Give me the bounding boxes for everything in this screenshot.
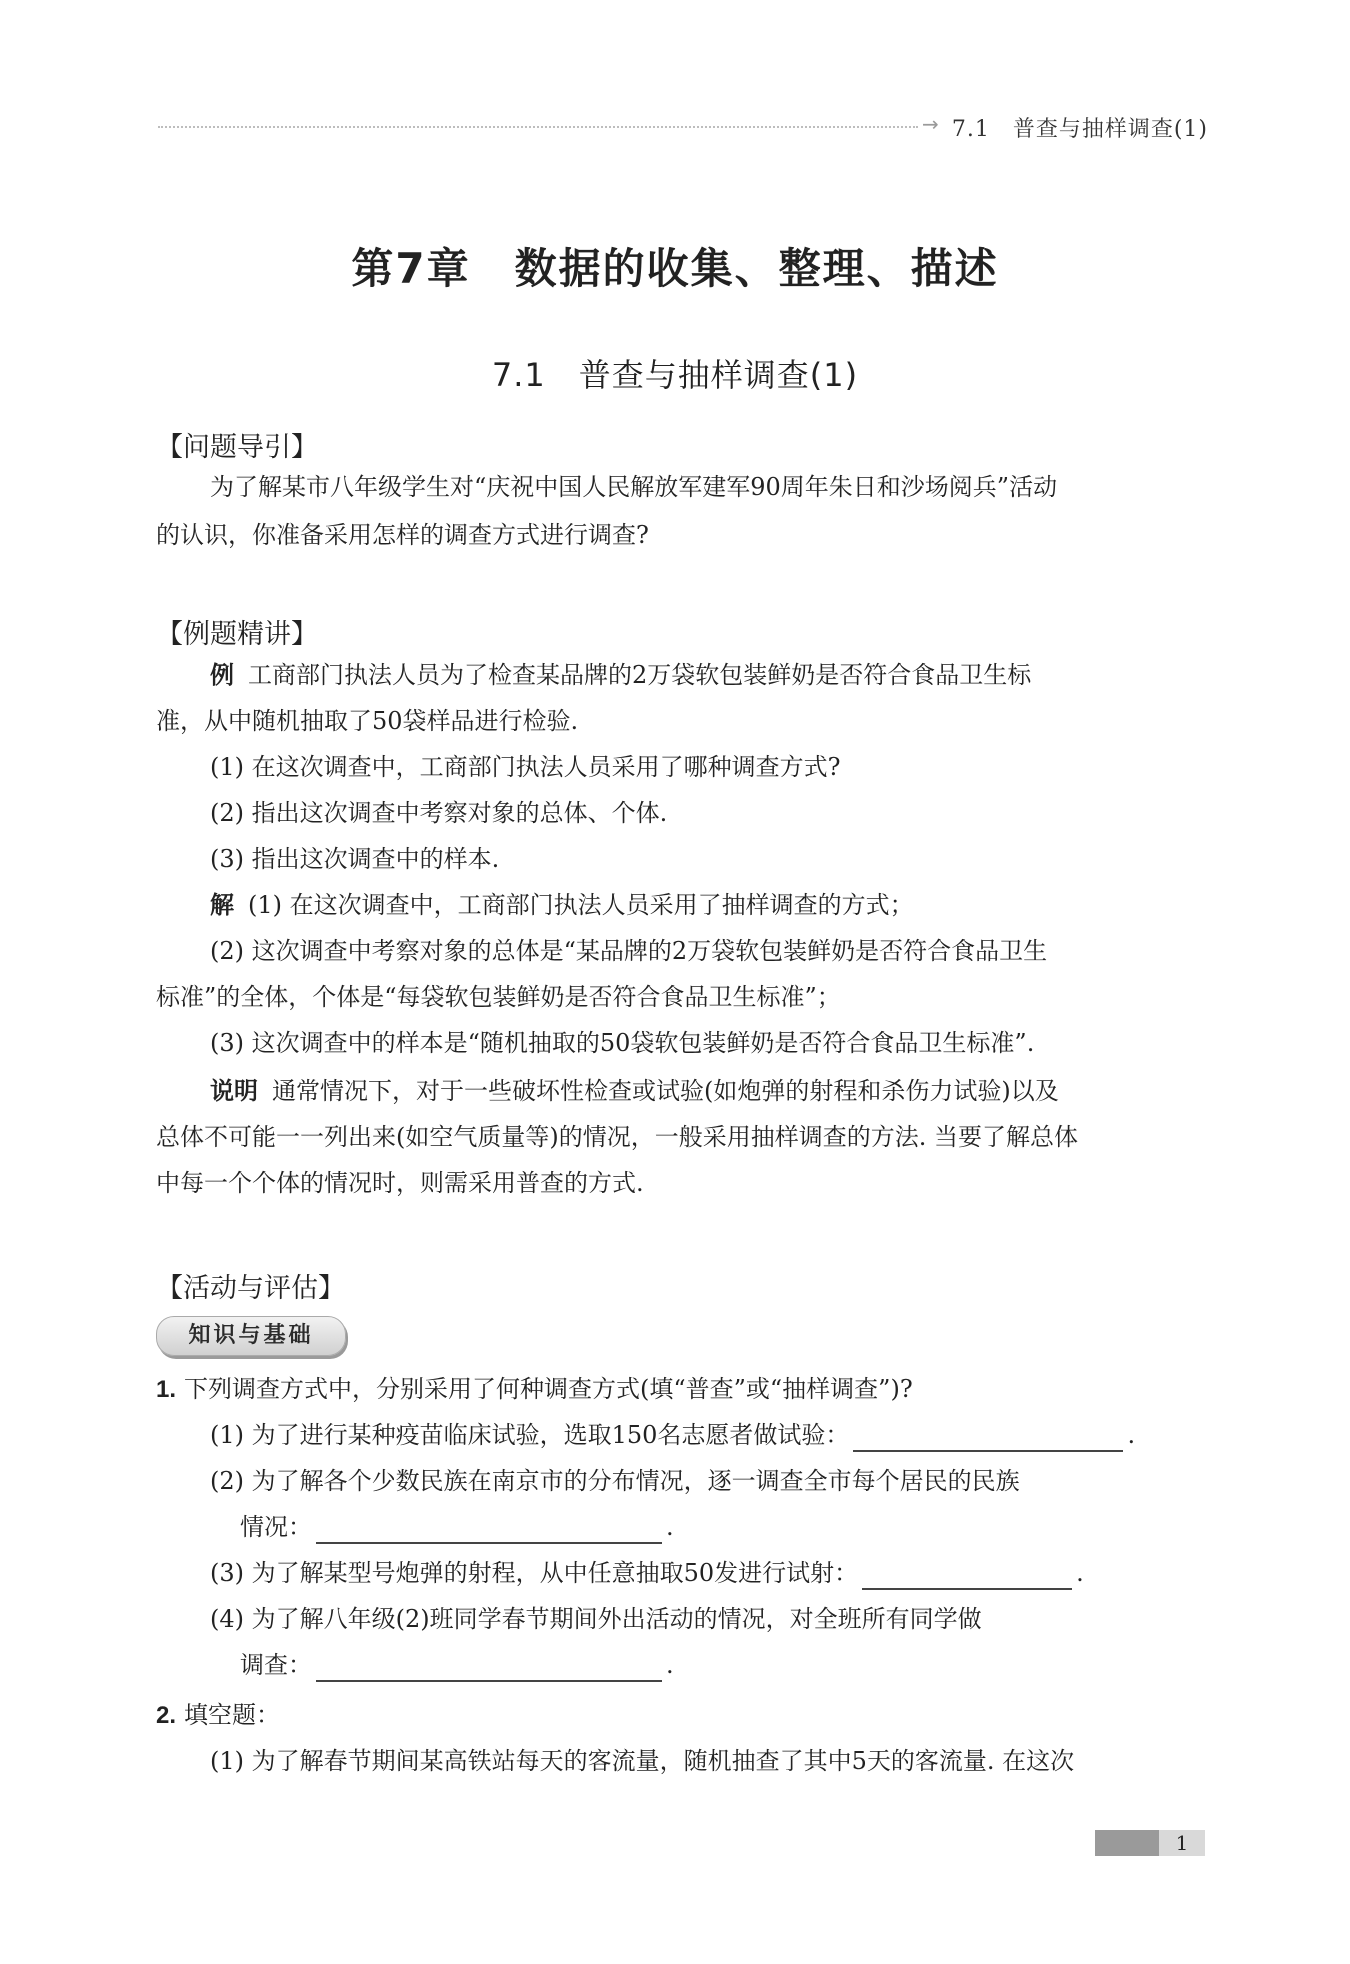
question-text: 填空题：: [184, 1701, 281, 1729]
answer-blank[interactable]: [853, 1426, 1123, 1452]
example-label: 例: [210, 661, 234, 689]
arrow-icon: →: [922, 112, 939, 136]
question-text: 下列调查方式中，分别采用了何种调查方式(填“普查”或“抽样调查”)?: [184, 1375, 913, 1403]
question-1-item: [210, 1556, 1260, 1590]
item-end: .: [666, 1651, 674, 1679]
question-1-item: (2) 为了解各个少数民族在南京市的分布情况，逐一调查全市每个居民的民族: [210, 1467, 1020, 1495]
intro-heading: 【问题导引】: [156, 432, 318, 463]
answer-blank[interactable]: [862, 1564, 1072, 1590]
item-end: .: [1076, 1559, 1084, 1587]
item-text: 调查：: [240, 1651, 312, 1679]
header-dotted-rule: [158, 126, 918, 128]
example-question: (1) 在这次调查中，工商部门执法人员采用了哪种调查方式?: [210, 753, 841, 781]
note-text: 通常情况下，对于一些破坏性检查或试验(如炮弹的射程和杀伤力试验)以及: [272, 1077, 1059, 1105]
intro-line: 为了解某市八年级学生对“庆祝中国人民解放军建军90周年朱日和沙场阅兵”活动: [210, 473, 1058, 501]
question-1-item: [210, 1418, 1260, 1452]
note-line: 总体不可能一一列出来(如空气质量等)的情况，一般采用抽样调查的方法. 当要了解总体: [156, 1123, 1078, 1151]
example-heading: 【例题精讲】: [156, 619, 318, 650]
knowledge-badge: 知识与基础: [156, 1316, 346, 1356]
note-line: [210, 1074, 1260, 1108]
solution-label: 解: [210, 891, 234, 919]
example-question: (3) 指出这次调查中的样本.: [210, 845, 500, 873]
question-number: 1.: [156, 1376, 177, 1403]
note-label: 说明: [210, 1077, 258, 1105]
page-number: 1: [1159, 1830, 1205, 1856]
solution-line: [210, 888, 1260, 922]
solution-line: 标准”的全体，个体是“每袋软包装鲜奶是否符合食品卫生标准”；: [156, 983, 841, 1011]
solution-line: (2) 这次调查中考察对象的总体是“某品牌的2万袋软包装鲜奶是否符合食品卫生: [210, 937, 1048, 965]
question-number: 2.: [156, 1702, 177, 1729]
item-end: .: [666, 1513, 674, 1541]
answer-blank[interactable]: [316, 1656, 662, 1682]
activity-heading: 【活动与评估】: [156, 1273, 345, 1304]
note-line: 中每一个个体的情况时，则需采用普查的方式.: [156, 1169, 644, 1197]
item-text: 情况：: [240, 1513, 312, 1541]
example-line: 准，从中随机抽取了50袋样品进行检验.: [156, 707, 579, 735]
solution-line: (3) 这次调查中的样本是“随机抽取的50袋软包装鲜奶是否符合食品卫生标准”.: [210, 1029, 1035, 1057]
item-end: .: [1127, 1421, 1136, 1449]
question-1-item-cont: [240, 1510, 1290, 1544]
item-text: (3) 为了解某型号炮弹的射程，从中任意抽取50发进行试射：: [210, 1559, 859, 1587]
chapter-title: 第7章 数据的收集、整理、描述: [351, 244, 999, 293]
question-2-item: (1) 为了解春节期间某高铁站每天的客流量，随机抽查了其中5天的客流量. 在这次: [210, 1747, 1075, 1775]
intro-line: 的认识，你准备采用怎样的调查方式进行调查?: [156, 521, 649, 549]
running-title: 7.1 普查与抽样调查(1): [951, 117, 1208, 142]
section-title: 7.1 普查与抽样调查(1): [491, 356, 859, 394]
answer-blank[interactable]: [316, 1518, 662, 1544]
example-question: (2) 指出这次调查中考察对象的总体、个体.: [210, 799, 668, 827]
question-1-stem: [156, 1372, 1206, 1407]
question-1-item: (4) 为了解八年级(2)班同学春节期间外出活动的情况，对全班所有同学做: [210, 1605, 982, 1633]
example-line: [210, 658, 1260, 692]
running-header: [158, 112, 1208, 142]
example-text: 工商部门执法人员为了检查某品牌的2万袋软包装鲜奶是否符合食品卫生标: [248, 661, 1032, 689]
question-1-item-cont: [240, 1648, 1290, 1682]
question-2-stem: [156, 1698, 1206, 1733]
item-text: (1) 为了进行某种疫苗临床试验，选取150名志愿者做试验：: [210, 1421, 850, 1449]
page-number-tab: [1095, 1830, 1205, 1856]
solution-text: (1) 在这次调查中，工商部门执法人员采用了抽样调查的方式；: [248, 891, 914, 919]
